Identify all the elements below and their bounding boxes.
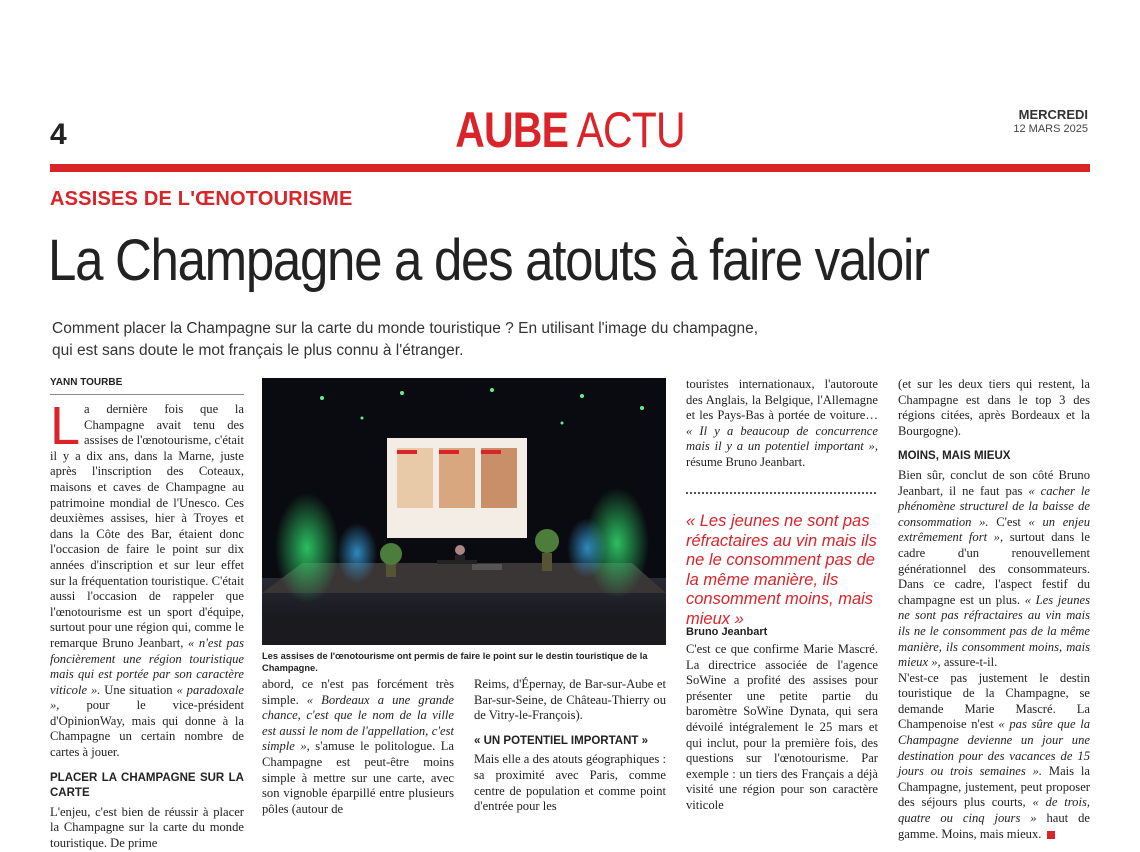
quote: « Les jeunes ne sont pas réfractaires au vin mais ils ne le consomment pas de la même manière, ils consomment moins, mais mieux », bbox=[898, 592, 1090, 670]
column-5 bbox=[898, 377, 1090, 842]
quote: « Bordeaux a une grande chance, c'est que le nom de la ville est aussi le nom de l'appellation, c'est simple », bbox=[262, 692, 454, 754]
quote: « un enjeu extrêmement fort », bbox=[898, 514, 1090, 545]
paragraph bbox=[686, 377, 878, 471]
text: pour le vice-président d'OpinionWay, mais qui donne à la Champagne un certain nombre de cartes à jouer. bbox=[50, 698, 244, 760]
text: s'amuse le politologue. La Champagne est peut-être moins simple à mettre sur une carte, avec son vignoble éparpillé entre plusieurs pôles (autour de bbox=[262, 739, 454, 816]
header-rule bbox=[50, 164, 1090, 172]
quote: « paradoxale », bbox=[50, 682, 245, 713]
column-1 bbox=[50, 396, 245, 852]
quote: « de trois, quatre ou cinq jours » bbox=[898, 795, 1090, 826]
date-day: MERCREDI bbox=[1018, 107, 1088, 122]
paragraph bbox=[898, 671, 1090, 843]
photo-caption: Les assises de l'œnotourisme ont permis de faire le point sur le destin touristique de la Champagne. bbox=[262, 651, 648, 673]
quote: « pas sûre que la Champagne devienne un jour une destination pour des vacances de 15 jours ou trois semaines ». bbox=[898, 717, 1090, 779]
paragraph: Mais elle a des atouts géographiques : sa proximité avec Paris, comme centre de population et comme point d'entrée pour les bbox=[474, 752, 666, 814]
text: N'est-ce pas justement le destin touristique de la Champagne, se demande Marie Mascré. La Champenoise n'est bbox=[898, 670, 1090, 732]
end-mark-icon bbox=[1047, 831, 1055, 839]
photo-conference-stage-icon bbox=[262, 378, 666, 645]
byline-rule bbox=[50, 394, 244, 395]
pullquote: « Les jeunes ne sont pas réfractaires au vin mais ils ne le consomment pas de la même manière, ils consomment moins, mais mieux » bbox=[686, 512, 877, 628]
text: haut de gamme. Moins, mais mieux. bbox=[898, 811, 1090, 841]
text: Une situation bbox=[100, 682, 177, 697]
lede-line-2: qui est sans doute le mot français le plus connu à l'étranger. bbox=[52, 342, 464, 359]
text: assure-t-il. bbox=[940, 655, 998, 670]
section-title bbox=[103, 100, 1038, 160]
text: résume Bruno Jeanbart. bbox=[686, 454, 806, 469]
quote: « Il y a beaucoup de concurrence mais il y a un potentiel important », bbox=[686, 423, 878, 454]
quote: « cacher le phénomène structurel de la baisse de consommation ». bbox=[898, 483, 1090, 529]
text: surtout dans le cadre d'un renouvellement générationnel des consommateurs. Dans ce cadre, l'aspect festif du champagne est un plus. bbox=[898, 530, 1090, 607]
paragraph bbox=[50, 396, 245, 761]
subheading: PLACER LA CHAMPAGNE SUR LA CARTE bbox=[50, 771, 244, 800]
subheading: MOINS, MAIS MIEUX bbox=[898, 450, 1011, 463]
kicker: ASSISES DE L'ŒNOTOURISME bbox=[50, 188, 353, 210]
page-number: 4 bbox=[50, 118, 67, 151]
quote: « n'est pas foncièrement une région touristique mais qui est portée par son caractère viticole ». bbox=[50, 635, 244, 697]
text: abord, ce n'est pas forcément très simple. bbox=[262, 677, 454, 707]
paragraph: L'enjeu, c'est bien de réussir à placer la Champagne sur la carte du monde touristique. De prime bbox=[50, 804, 244, 851]
section-title-bold: AUBE bbox=[455, 102, 569, 158]
article-photo bbox=[262, 378, 666, 645]
lede bbox=[52, 318, 812, 362]
pullquote-divider bbox=[686, 492, 876, 494]
pullquote-author: Bruno Jeanbart bbox=[686, 626, 768, 638]
byline: YANN TOURBE bbox=[50, 377, 123, 388]
column-4 bbox=[686, 377, 878, 471]
paragraph: C'est ce que confirme Marie Mascré. La directrice associée de l'agence SoWine a profité des assises pour présenter une petite partie du baromètre SoWine Dynata, qui sera dévoilé intégralement le 25 mars et qui inclut, pour la première fois, des questions sur l'œnotourisme. Par exemple : un tiers des Français a déjà visité une région pour son caractère viticole bbox=[686, 642, 878, 812]
subheading: « UN POTENTIEL IMPORTANT » bbox=[474, 734, 649, 747]
section-title-thin: ACTU bbox=[576, 102, 685, 158]
column-2 bbox=[262, 677, 454, 817]
paragraph bbox=[898, 468, 1090, 671]
text: C'est bbox=[988, 514, 1029, 529]
text: Bien sûr, conclut de son côté Bruno Jeanbart, il ne faut pas bbox=[898, 467, 1090, 498]
dropcap: L bbox=[50, 396, 81, 456]
text: Mais la Champagne, justement, peut proposer des séjours plus courts, bbox=[898, 764, 1091, 810]
column-3 bbox=[474, 677, 666, 815]
paragraph bbox=[262, 677, 454, 817]
headline: La Champagne a des atouts à faire valoir bbox=[48, 228, 929, 293]
text: a dernière fois que la Champagne avait tenu des assises de l'œnotourisme, c'était il y a dix ans, dans la Marne, juste après l'inscription des Coteaux, maisons et caves de Champagne au patrimoine mondial de l'Unesco. Ces deuxièmes assises, hier à Troyes et dans la Côte des Bar, étaient donc l'occasion de faire le point sur dix années d'inscription et sur leur effet sur la fréquentation touristique. C'était aussi l'occasion de rappeler que l'œnotourisme est un sport d'équipe, surtout pour une région qui, comme le remarque Bruno Jeanbart, bbox=[50, 402, 244, 650]
paragraph: Reims, d'Épernay, de Bar-sur-Aube et Bar-sur-Seine, de Château-Thierry ou de Vitry-le-François). bbox=[474, 677, 666, 723]
date-full: 12 MARS 2025 bbox=[1013, 123, 1088, 135]
column-4-continued bbox=[686, 642, 878, 814]
date-box bbox=[1013, 107, 1088, 135]
text: touristes internationaux, l'autoroute des Anglais, la Belgique, l'Allemagne et les Pays-Bas à portée de voiture… bbox=[686, 377, 878, 423]
lede-line-1: Comment placer la Champagne sur la carte du monde touristique ? En utilisant l'image du champagne, bbox=[52, 320, 759, 337]
paragraph: (et sur les deux tiers qui restent, la Champagne est dans le top 3 des régions citées, après Bordeaux et la Bourgogne). bbox=[898, 377, 1090, 438]
